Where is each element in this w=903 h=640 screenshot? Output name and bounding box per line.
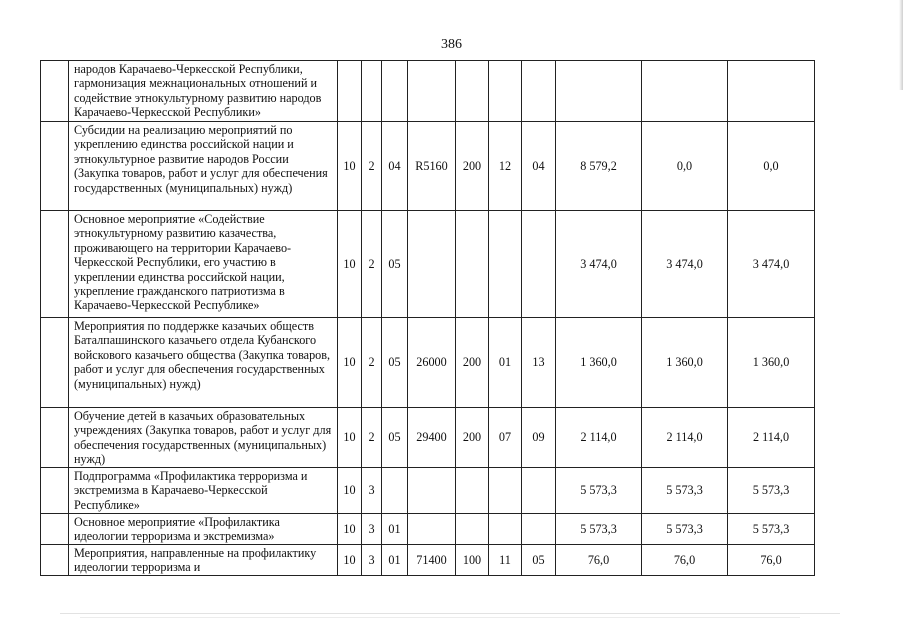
code-cell-c6 — [489, 514, 522, 545]
code-cell-c1 — [338, 61, 362, 122]
code-cell-c6 — [489, 61, 522, 122]
amount-cell-v2: 1 360,0 — [642, 318, 728, 408]
scan-edge-shadow — [899, 0, 903, 90]
code-cell-c5 — [456, 211, 489, 318]
row-number-cell — [41, 211, 69, 318]
item-name-cell: Мероприятия, направленные на профилактику идеологии терроризма и — [69, 544, 338, 575]
code-cell-c6 — [489, 468, 522, 514]
amount-cell-v3: 5 573,3 — [728, 468, 815, 514]
table-row — [41, 408, 815, 468]
code-cell-c1: 10 — [338, 211, 362, 318]
code-cell-c2 — [362, 61, 382, 122]
table-row — [41, 61, 815, 122]
code-cell-c5 — [456, 514, 489, 545]
code-cell-c2: 2 — [362, 318, 382, 408]
table-row — [41, 468, 815, 514]
amount-cell-v1: 1 360,0 — [556, 318, 642, 408]
item-name-cell: Подпрограмма «Профилактика терроризма и экстремизма в Карачаево-Черкесской Республике» — [69, 468, 338, 514]
code-cell-c7: 04 — [522, 122, 556, 211]
amount-cell-v3: 3 474,0 — [728, 211, 815, 318]
code-cell-c7 — [522, 211, 556, 318]
code-cell-c3: 01 — [382, 544, 408, 575]
code-cell-c2: 3 — [362, 544, 382, 575]
code-cell-c3: 05 — [382, 211, 408, 318]
amount-cell-v2: 5 573,3 — [642, 468, 728, 514]
code-cell-c4: R5160 — [408, 122, 456, 211]
row-number-cell — [41, 318, 69, 408]
table-row — [41, 514, 815, 545]
code-cell-c3: 05 — [382, 318, 408, 408]
amount-cell-v2: 3 474,0 — [642, 211, 728, 318]
amount-cell-v3: 76,0 — [728, 544, 815, 575]
row-number-cell — [41, 544, 69, 575]
amount-cell-v1 — [556, 61, 642, 122]
code-cell-c2: 2 — [362, 408, 382, 468]
code-cell-c7: 09 — [522, 408, 556, 468]
row-number-cell — [41, 122, 69, 211]
code-cell-c6: 01 — [489, 318, 522, 408]
item-name-cell: Основное мероприятие «Профилактика идеологии терроризма и экстремизма» — [69, 514, 338, 545]
code-cell-c5: 200 — [456, 408, 489, 468]
code-cell-c2: 3 — [362, 468, 382, 514]
code-cell-c3: 01 — [382, 514, 408, 545]
amount-cell-v1: 3 474,0 — [556, 211, 642, 318]
amount-cell-v2 — [642, 61, 728, 122]
row-number-cell — [41, 468, 69, 514]
code-cell-c4: 71400 — [408, 544, 456, 575]
code-cell-c4: 29400 — [408, 408, 456, 468]
code-cell-c1: 10 — [338, 468, 362, 514]
amount-cell-v3 — [728, 61, 815, 122]
amount-cell-v3: 5 573,3 — [728, 514, 815, 545]
item-name-cell: Обучение детей в казачьих образовательных учреждениях (Закупка товаров, работ и услуг для обеспечения государственных (муниципальных) нужд) — [69, 408, 338, 468]
code-cell-c3: 05 — [382, 408, 408, 468]
code-cell-c5 — [456, 61, 489, 122]
row-number-cell — [41, 408, 69, 468]
row-number-cell — [41, 514, 69, 545]
code-cell-c1: 10 — [338, 544, 362, 575]
code-cell-c2: 2 — [362, 122, 382, 211]
item-name-cell: народов Карачаево-Черкесской Республики, гармонизация межнациональных отношений и содействие этнокультурному развитию народов Карачаево-Черкесской Республики» — [69, 61, 338, 122]
code-cell-c7: 05 — [522, 544, 556, 575]
code-cell-c4 — [408, 514, 456, 545]
amount-cell-v2: 76,0 — [642, 544, 728, 575]
code-cell-c4: 26000 — [408, 318, 456, 408]
code-cell-c6: 12 — [489, 122, 522, 211]
code-cell-c2: 3 — [362, 514, 382, 545]
code-cell-c3 — [382, 468, 408, 514]
code-cell-c3: 04 — [382, 122, 408, 211]
table-row — [41, 122, 815, 211]
amount-cell-v2: 0,0 — [642, 122, 728, 211]
amount-cell-v3: 0,0 — [728, 122, 815, 211]
code-cell-c6 — [489, 211, 522, 318]
page-number: 386 — [441, 37, 462, 52]
code-cell-c5: 100 — [456, 544, 489, 575]
code-cell-c6: 11 — [489, 544, 522, 575]
amount-cell-v2: 2 114,0 — [642, 408, 728, 468]
code-cell-c1: 10 — [338, 122, 362, 211]
code-cell-c7 — [522, 514, 556, 545]
amount-cell-v2: 5 573,3 — [642, 514, 728, 545]
code-cell-c1: 10 — [338, 318, 362, 408]
amount-cell-v1: 5 573,3 — [556, 468, 642, 514]
code-cell-c3 — [382, 61, 408, 122]
code-cell-c7 — [522, 61, 556, 122]
scan-artifact-line — [60, 613, 840, 614]
amount-cell-v1: 8 579,2 — [556, 122, 642, 211]
code-cell-c4 — [408, 61, 456, 122]
budget-table — [40, 60, 815, 576]
amount-cell-v1: 2 114,0 — [556, 408, 642, 468]
item-name-cell: Субсидии на реализацию мероприятий по укреплению единства российской нации и этнокультурное развитие народов России (Закупка товаров, работ и услуг для обеспечения государственных (муниципальных) нужд) — [69, 122, 338, 211]
code-cell-c7: 13 — [522, 318, 556, 408]
code-cell-c5: 200 — [456, 122, 489, 211]
item-name-cell: Основное мероприятие «Содействие этнокультурному развитию казачества, проживающего на территории Карачаево-Черкесской Республики, его участию в укреплении единства российской нации, укрепление гражданского патриотизма в Карачаево-Черкесской Республике» — [69, 211, 338, 318]
code-cell-c4 — [408, 468, 456, 514]
table-row — [41, 318, 815, 408]
code-cell-c4 — [408, 211, 456, 318]
code-cell-c6: 07 — [489, 408, 522, 468]
code-cell-c1: 10 — [338, 408, 362, 468]
code-cell-c2: 2 — [362, 211, 382, 318]
code-cell-c1: 10 — [338, 514, 362, 545]
amount-cell-v1: 76,0 — [556, 544, 642, 575]
row-number-cell — [41, 61, 69, 122]
table-row — [41, 211, 815, 318]
table-row — [41, 544, 815, 575]
scan-artifact-line — [80, 617, 800, 618]
code-cell-c5: 200 — [456, 318, 489, 408]
code-cell-c7 — [522, 468, 556, 514]
amount-cell-v3: 2 114,0 — [728, 408, 815, 468]
code-cell-c5 — [456, 468, 489, 514]
amount-cell-v3: 1 360,0 — [728, 318, 815, 408]
item-name-cell: Мероприятия по поддержке казачьих обществ Баталпашинского казачьего отдела Кубанского войскового казачьего общества (Закупка товаров, работ и услуг для обеспечения государственных (муниципальных) нужд) — [69, 318, 338, 408]
amount-cell-v1: 5 573,3 — [556, 514, 642, 545]
